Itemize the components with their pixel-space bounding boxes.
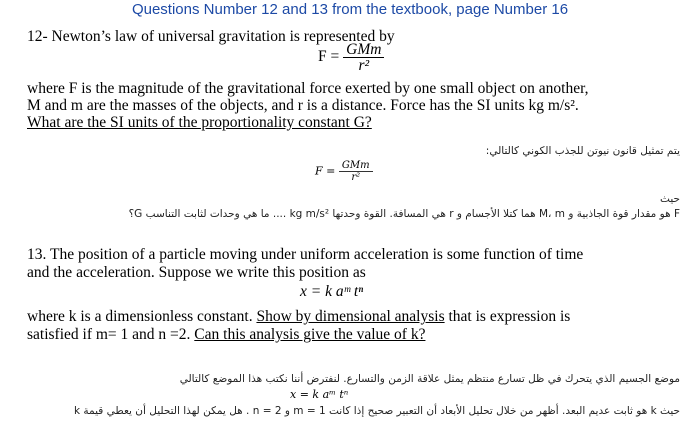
q13-arabic-text: حيث k هو ثابت عديم البعد. أظهر من خلال تحليل الأبعاد أن التعبير صحيح إذا كانت m = 1 و n = 2 . هل يمكن لهذا التحليل أن يعطي قيمة k: [73, 405, 680, 417]
formula-lhs: F =: [318, 48, 340, 66]
formula-fraction: [343, 42, 384, 73]
q13-line3-start: where k is a dimensionless constant.: [27, 308, 253, 325]
q13-line3-underlined: Show by dimensional analysis: [256, 308, 445, 325]
q13-text-line2: and the acceleration. Suppose we write this position as: [27, 264, 366, 281]
formula-denominator: r²: [358, 57, 370, 74]
arabic-formula-lhs: F =: [315, 164, 336, 178]
q12-intro: 12- Newton’s law of universal gravitation is represented by: [27, 28, 395, 45]
q12-arabic-where: حيث: [660, 193, 680, 205]
q13-arabic-formula: x = k aᵐ tⁿ: [290, 388, 349, 401]
q13-line3-end: that is expression is: [448, 308, 571, 325]
q13-line4-question: Can this analysis give the value of k?: [194, 326, 426, 343]
page-heading: Questions Number 12 and 13 from the textbook, page Number 16: [131, 1, 569, 18]
q13-line4-start: satisfied if m= 1 and n =2.: [27, 326, 191, 343]
q12-arabic-formula: [315, 160, 373, 183]
formula-numerator: GMm: [343, 42, 384, 58]
q12-question: What are the SI units of the proportionality constant G?: [27, 114, 372, 131]
q12-formula: [318, 42, 384, 73]
q12-arabic-intro: يتم تمثيل قانون نيوتن للجذب الكوني كالتالي:: [485, 145, 680, 157]
q13-text-line1: 13. The position of a particle moving under uniform acceleration is some function of time: [27, 246, 584, 263]
q13-formula: x = k aᵐ tⁿ: [300, 283, 364, 300]
q12-arabic-text: F هو مقدار قوة الجاذبية و M، m هما كتلا الأجسام و r هي المسافة. القوة وحدتها kg m/s² .... ما هي وحدات لثابت التناسب G؟: [128, 208, 680, 220]
q13-arabic-intro: موضع الجسيم الذي يتحرك في ظل تسارع منتظم يمثل علاقة الزمن والتسارع. لنفترض أننا نكتب هذا الموضع كالتالي: [179, 373, 680, 385]
arabic-formula-numerator: GMm: [339, 160, 373, 172]
arabic-formula-denominator: r²: [351, 172, 361, 183]
q13-text-line4: [27, 326, 425, 343]
q13-text-line3: [27, 308, 570, 325]
q12-text-line2: where F is the magnitude of the gravitational force exerted by one small object on another,: [27, 80, 589, 97]
arabic-formula-fraction: [339, 160, 373, 183]
q12-text-line3: M and m are the masses of the objects, and r is a distance. Force has the SI units kg m/s².: [27, 97, 579, 114]
